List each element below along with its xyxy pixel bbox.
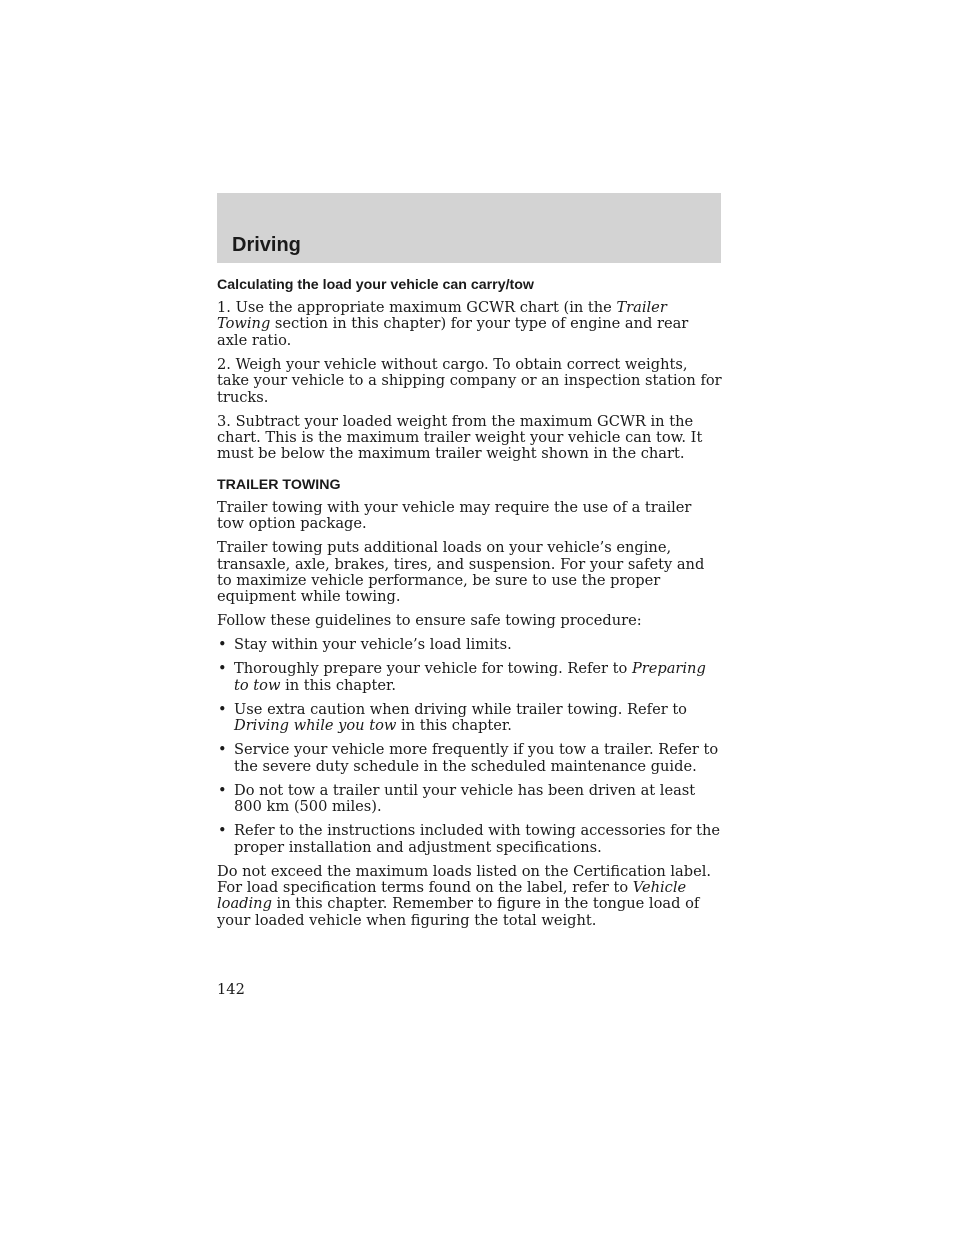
page-number: 142 bbox=[217, 981, 245, 998]
step-1-paragraph bbox=[217, 300, 723, 349]
guidelines-intro-paragraph: Follow these guidelines to ensure safe towing procedure: bbox=[217, 612, 642, 630]
chapter-title: Driving bbox=[232, 234, 301, 256]
list-item-text: Stay within your vehicle’s load limits. bbox=[234, 636, 512, 654]
section-heading-calculating-load: Calculating the load your vehicle can carry/tow bbox=[217, 277, 534, 293]
max-loads-text-end: in this chapter. Remember to figure in the tongue load of your loaded vehicle when figuring the total weight. bbox=[217, 895, 700, 929]
section-heading-trailer-towing: TRAILER TOWING bbox=[217, 476, 341, 493]
step-3-paragraph: 3. Subtract your loaded weight from the maximum GCWR in the chart. This is the maximum trailer weight your vehicle can tow. It must be below the maximum trailer weight shown in the chart. bbox=[217, 412, 703, 463]
list-item bbox=[217, 823, 723, 856]
bullet-icon: • bbox=[218, 781, 227, 799]
step-2-paragraph: 2. Weigh your vehicle without cargo. To obtain correct weights, take your vehicle to a shipping company or an inspection station for trucks. bbox=[217, 355, 722, 406]
bullet-icon: • bbox=[218, 700, 227, 718]
bullet-icon: • bbox=[218, 660, 227, 678]
list-item bbox=[217, 783, 723, 816]
list-item bbox=[217, 637, 723, 653]
list-item-text: Refer to the instructions included with towing accessories for the proper installation and adjustment specifications. bbox=[234, 822, 720, 856]
list-item-text: Do not tow a trailer until your vehicle has been driven at least 800 km (500 miles). bbox=[234, 781, 696, 816]
bullet-icon: • bbox=[218, 741, 227, 759]
page-content bbox=[217, 276, 723, 937]
trailer-towing-reference: Trailer Towing bbox=[217, 299, 667, 333]
chapter-header-band bbox=[217, 193, 721, 263]
list-item-text-end: in this chapter. bbox=[396, 717, 512, 735]
list-item bbox=[217, 702, 723, 735]
list-item-text-start: Use extra caution when driving while trailer towing. Refer to bbox=[234, 700, 687, 718]
max-loads-text-start: Do not exceed the maximum loads listed on the Certification label. For load specification terms found on the label, refer to bbox=[217, 862, 712, 896]
additional-loads-paragraph: Trailer towing puts additional loads on your vehicle’s engine, transaxle, axle, brakes, tires, and suspension. For your safety and to maximize vehicle performance, be sure to use the proper equipment while towing. bbox=[217, 539, 705, 606]
max-loads-paragraph bbox=[217, 864, 723, 930]
preparing-to-tow-reference: Preparing to tow bbox=[234, 660, 706, 694]
vehicle-loading-reference: Vehicle loading bbox=[217, 878, 687, 913]
towing-guidelines-list bbox=[217, 637, 723, 855]
step-1-text-start: 1. Use the appropriate maximum GCWR chart (in the bbox=[217, 299, 617, 316]
trailer-towing-intro-paragraph: Trailer towing with your vehicle may require the use of a trailer tow option package. bbox=[217, 498, 692, 533]
list-item-text-end: in this chapter. bbox=[280, 676, 396, 694]
bullet-icon: • bbox=[218, 822, 227, 840]
list-item-text: Service your vehicle more frequently if you tow a trailer. Refer to the severe duty schedule in the scheduled maintenance guide. bbox=[234, 741, 719, 775]
list-item bbox=[217, 661, 723, 694]
driving-while-you-tow-reference: Driving while you tow bbox=[234, 717, 397, 735]
bullet-icon: • bbox=[218, 636, 227, 654]
list-item-text-start: Thoroughly prepare your vehicle for towing. Refer to bbox=[234, 660, 632, 678]
list-item bbox=[217, 742, 723, 775]
step-1-text-end: section in this chapter) for your type of engine and rear axle ratio. bbox=[217, 315, 689, 349]
